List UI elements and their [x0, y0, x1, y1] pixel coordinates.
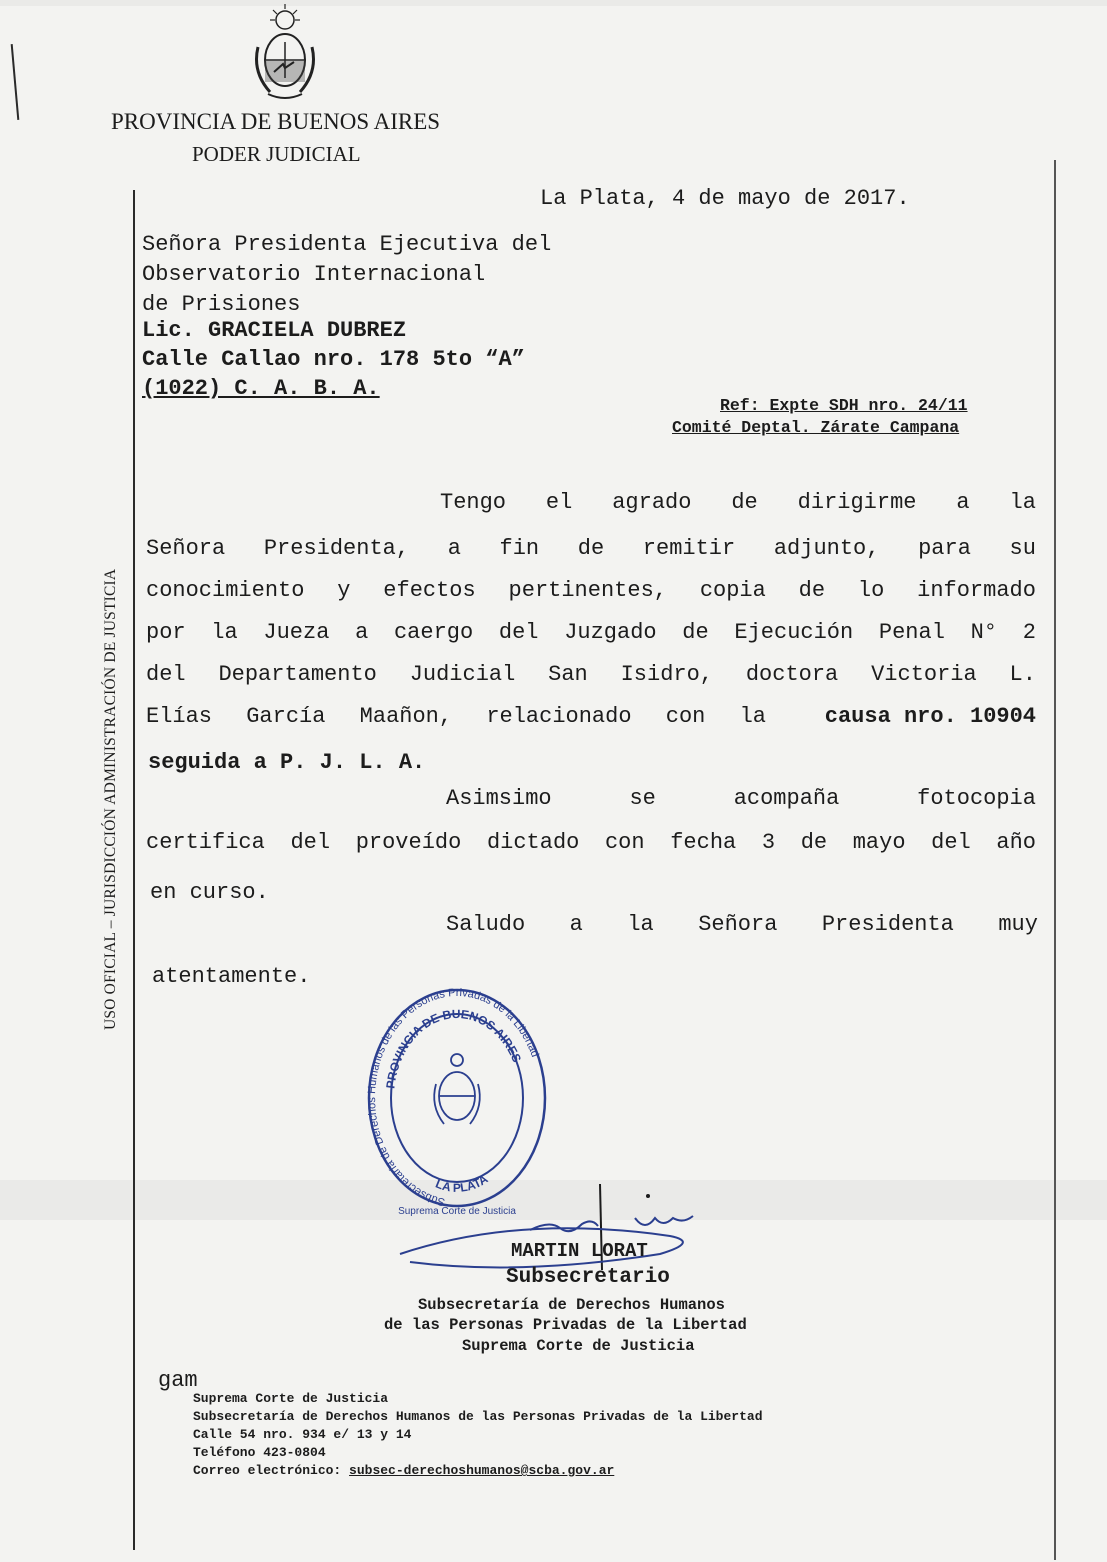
word: Señora — [146, 536, 226, 561]
case-subject-bold: seguida a P. J. L. A. — [148, 750, 426, 775]
word: con — [665, 704, 706, 729]
word: del — [290, 830, 331, 855]
word: 2 — [1022, 620, 1036, 645]
word: Ejecución — [734, 620, 854, 645]
footer-line-3: Calle 54 nro. 934 e/ 13 y 14 — [193, 1427, 412, 1442]
stamp-outer-text: Subsecretaría de Derechos Humanos de las Personas Privadas de la Libertad — [366, 988, 541, 1208]
word: Judicial — [409, 662, 516, 687]
recipient-line-1: Señora Presidenta Ejecutiva del — [142, 232, 552, 257]
body-p1-line-6-plain — [146, 704, 766, 729]
word: acompaña — [733, 786, 840, 811]
scan-mark — [11, 44, 20, 120]
word: dirigirme — [797, 490, 917, 515]
word: mayo — [852, 830, 906, 855]
stamp-inner-top: PROVINCIA DE BUENOS AIRES — [383, 1006, 524, 1090]
word: N° — [970, 620, 998, 645]
word: García — [246, 704, 326, 729]
word: de — [577, 536, 605, 561]
top-edge-shade — [0, 0, 1107, 6]
word: a — [956, 490, 970, 515]
body-p1-line-4 — [146, 620, 1036, 645]
word: Presidenta — [821, 912, 954, 937]
word: del — [146, 662, 186, 687]
judicial-branch-heading: PODER JUDICIAL — [192, 142, 361, 166]
body-p3-line-1 — [446, 912, 1038, 937]
case-number-bold: causa nro. 10904 — [824, 704, 1036, 729]
footer-email-label: Correo electrónico: — [193, 1463, 342, 1478]
stamp-coat-of-arms-icon — [434, 1054, 480, 1124]
side-jurisdiction-label: USO OFICIAL – JURISDICCIÓN ADMINISTRACIÓN DE JUSTICIA — [102, 568, 119, 1030]
recipient-line-2: Observatorio Internacional — [142, 262, 486, 287]
word: Asimsimo — [446, 786, 552, 811]
word: doctora — [745, 662, 839, 687]
word: Isidro, — [620, 662, 714, 687]
word: copia — [699, 578, 766, 603]
footer-line-1: Suprema Corte de Justicia — [193, 1391, 389, 1406]
body-p1-line-1 — [440, 490, 1036, 515]
word: relacionado — [486, 704, 632, 729]
word: certifica — [146, 830, 265, 855]
recipient-city: (1022) C. A. B. A. — [142, 376, 380, 401]
word: Maañon, — [359, 704, 453, 729]
word: Penal — [878, 620, 945, 645]
word: Victoria — [871, 662, 977, 687]
word: muy — [998, 912, 1038, 937]
word: San — [548, 662, 588, 687]
word: Juzgado — [564, 620, 657, 645]
coat-of-arms-icon — [250, 2, 320, 102]
word: del — [931, 830, 971, 855]
word: efectos — [383, 578, 476, 603]
word: lo — [857, 578, 885, 603]
word: de — [798, 578, 826, 603]
word: con — [604, 830, 645, 855]
reference-line-2: Comité Deptal. Zárate Campana — [672, 418, 960, 437]
reference-line-1: Ref: Expte SDH nro. 24/11 — [720, 396, 968, 415]
word: Presidenta, — [263, 536, 410, 561]
word: proveído — [355, 830, 462, 855]
right-edge-rule — [1054, 160, 1056, 1560]
word: Departamento — [218, 662, 377, 687]
word: del — [498, 620, 539, 645]
word: de — [682, 620, 709, 645]
word: para — [918, 536, 971, 561]
word: por — [146, 620, 186, 645]
word: adjunto, — [773, 536, 880, 561]
signatory-title: Subsecretario — [506, 1266, 670, 1289]
recipient-line-3: de Prisiones — [142, 292, 301, 317]
word: pertinentes, — [508, 578, 667, 603]
recipient-address: Calle Callao nro. 178 5to “A” — [142, 347, 525, 372]
word: de — [731, 490, 758, 515]
footer-line-4: Teléfono 423-0804 — [193, 1445, 326, 1460]
word: la — [211, 620, 238, 645]
word: fecha — [670, 830, 737, 855]
body-p2-line-1 — [446, 786, 1036, 811]
word: la — [627, 912, 654, 937]
word: fin — [499, 536, 540, 561]
footer-email-link[interactable]: subsec-derechoshumanos@scba.gov.ar — [349, 1463, 615, 1478]
word: Elías — [146, 704, 213, 729]
body-p1-line-3 — [146, 578, 1036, 603]
typist-initials: gam — [158, 1368, 198, 1393]
word: Señora — [698, 912, 778, 937]
stamp-bottom-arc: Suprema Corte de Justicia — [398, 1206, 516, 1217]
word: y — [337, 578, 351, 603]
word: informado — [917, 578, 1036, 603]
word: 3 — [761, 830, 776, 855]
body-p3-line-2: atentamente. — [152, 964, 311, 989]
word: a — [447, 536, 461, 561]
word: Saludo — [446, 912, 526, 937]
body-p2-line-3: en curso. — [150, 880, 269, 905]
word: L. — [1009, 662, 1036, 687]
word: fotocopia — [917, 786, 1036, 811]
signatory-name: MARTIN LORAT — [511, 1240, 648, 1262]
word: Jueza — [263, 620, 330, 645]
stamp-inner-bottom: LA PLATA — [433, 1171, 491, 1195]
province-heading: PROVINCIA DE BUENOS AIRES — [111, 109, 441, 134]
body-p1-line-5 — [146, 662, 1036, 687]
footer-email-row — [193, 1462, 763, 1480]
body-p1-line-6 — [146, 704, 1036, 729]
word: caergo — [393, 620, 474, 645]
recipient-name: Lic. GRACIELA DUBREZ — [142, 318, 407, 343]
word: su — [1009, 536, 1036, 561]
body-p1-line-2 — [146, 536, 1036, 561]
body-p2-line-2 — [146, 830, 1036, 855]
word: la — [739, 704, 766, 729]
word: el — [545, 490, 573, 515]
word: agrado — [612, 490, 692, 515]
signatory-dept-3: Suprema Corte de Justicia — [462, 1337, 695, 1355]
word: a — [569, 912, 583, 937]
word: se — [629, 786, 656, 811]
word: conocimiento — [146, 578, 305, 603]
word: de — [800, 830, 828, 855]
word: la — [1009, 490, 1036, 515]
word: a — [355, 620, 369, 645]
date-line: La Plata, 4 de mayo de 2017. — [540, 186, 910, 211]
word: remitir — [642, 536, 736, 561]
left-margin-rule — [133, 190, 135, 1550]
footer-line-2: Subsecretaría de Derechos Humanos de las Personas Privadas de la Libertad — [193, 1409, 763, 1424]
word: año — [996, 830, 1036, 855]
signatory-dept-1: Subsecretaría de Derechos Humanos — [418, 1296, 725, 1314]
word: Tengo — [440, 490, 507, 515]
footer-block — [193, 1390, 763, 1480]
signatory-dept-2: de las Personas Privadas de la Libertad — [384, 1316, 747, 1334]
word: dictado — [486, 830, 580, 855]
